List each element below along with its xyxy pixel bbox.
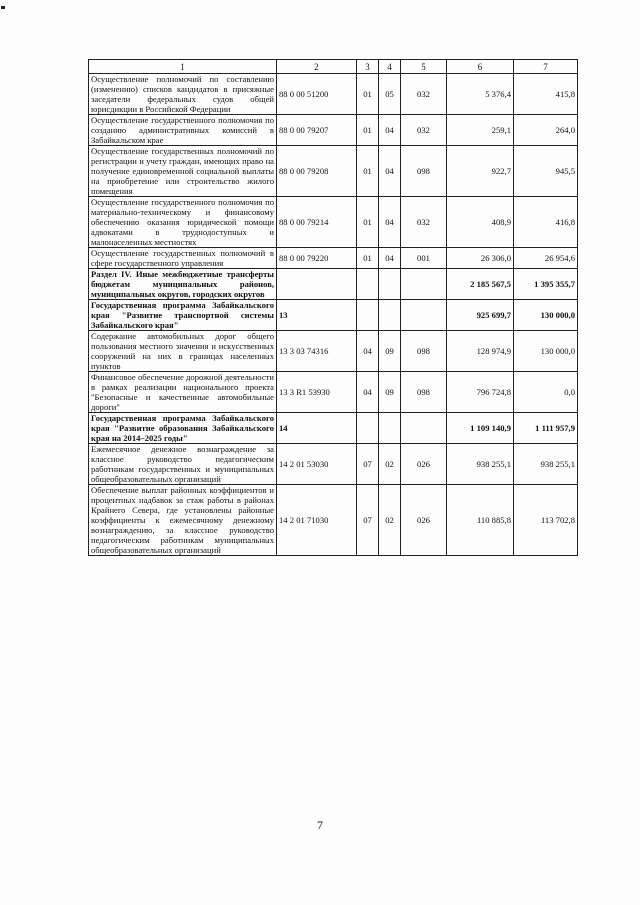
row-expense-type: 098: [401, 146, 447, 197]
row-code: 14 2 01 53030: [277, 444, 357, 485]
row-amount-year-2: 113 702,8: [514, 485, 578, 556]
header-col-3: 3: [357, 60, 379, 74]
row-name: Государственная программа Забайкальского края "Развитие образования Забайкальского края на 2014–2025 годы": [89, 413, 277, 444]
header-col-2: 2: [277, 60, 357, 74]
row-code: [277, 269, 357, 300]
row-amount-year-1: 796 724,8: [447, 372, 514, 413]
row-expense-type: 098: [401, 331, 447, 372]
row-subsection: 04: [379, 146, 401, 197]
row-section: 04: [357, 372, 379, 413]
header-col-7: 7: [514, 60, 578, 74]
header-col-6: 6: [447, 60, 514, 74]
row-code: 88 0 00 79214: [277, 197, 357, 248]
row-code: 14: [277, 413, 357, 444]
row-amount-year-1: 2 185 567,5: [447, 269, 514, 300]
row-amount-year-1: 110 885,8: [447, 485, 514, 556]
row-amount-year-2: 26 954,6: [514, 248, 578, 269]
row-amount-year-2: 130 000,0: [514, 300, 578, 331]
row-section: 07: [357, 444, 379, 485]
budget-table: [88, 59, 578, 556]
row-subsection: [379, 300, 401, 331]
row-section: [357, 269, 379, 300]
row-section: 01: [357, 197, 379, 248]
row-amount-year-1: 922,7: [447, 146, 514, 197]
row-section: 07: [357, 485, 379, 556]
row-amount-year-2: 264,0: [514, 115, 578, 146]
row-section: 04: [357, 331, 379, 372]
row-amount-year-1: 938 255,1: [447, 444, 514, 485]
row-expense-type: 026: [401, 485, 447, 556]
row-section: [357, 413, 379, 444]
row-amount-year-1: 408,9: [447, 197, 514, 248]
row-amount-year-2: 945,5: [514, 146, 578, 197]
row-expense-type: [401, 300, 447, 331]
scan-mark: [1, 6, 5, 9]
row-amount-year-2: 938 255,1: [514, 444, 578, 485]
row-amount-year-2: 0,0: [514, 372, 578, 413]
header-col-4: 4: [379, 60, 401, 74]
row-code: 13 3 03 74316: [277, 331, 357, 372]
row-amount-year-1: 259,1: [447, 115, 514, 146]
header-col-5: 5: [401, 60, 447, 74]
row-amount-year-1: 26 306,0: [447, 248, 514, 269]
row-expense-type: [401, 269, 447, 300]
row-section: 01: [357, 115, 379, 146]
row-name: Осуществление государственного полномочия по созданию административных комиссий в Забайкальском крае: [89, 115, 277, 146]
row-subsection: 02: [379, 485, 401, 556]
row-amount-year-2: 416,8: [514, 197, 578, 248]
row-subsection: 09: [379, 372, 401, 413]
table-body: [89, 74, 578, 556]
table-row: [89, 485, 578, 556]
row-name: Раздел IV. Иные межбюджетные трансферты бюджетам муниципальных районов, муниципальных округов, городских округов: [89, 269, 277, 300]
row-expense-type: [401, 413, 447, 444]
row-name: Обеспечение выплат районных коэффициентов и процентных надбавок за стаж работы в районах Крайнего Севера, где установлены районные коэффициенты к ежемесячному денежному вознаграждению, за классное руководство педагогическим работникам муниципальных общеобразовательных организаций: [89, 485, 277, 556]
row-name: Осуществление государственного полномочия по материально-техническому и финансовому обеспечению оказания юридической помощи адвокатами в труднодоступных и малонаселенных местностях: [89, 197, 277, 248]
row-subsection: 09: [379, 331, 401, 372]
table-row: [89, 146, 578, 197]
row-expense-type: 001: [401, 248, 447, 269]
row-code: 88 0 00 79207: [277, 115, 357, 146]
row-name: Государственная программа Забайкальского края "Развитие транспортной системы Забайкальского края": [89, 300, 277, 331]
row-name: Содержание автомобильных дорог общего пользования местного значения и искусственных сооружений на них в границах населенных пунктов: [89, 331, 277, 372]
row-name: Ежемесячное денежное вознаграждение за классное руководство педагогическим работникам государственных и муниципальных общеобразовательных организаций: [89, 444, 277, 485]
row-subsection: 04: [379, 115, 401, 146]
row-amount-year-2: 1 111 957,9: [514, 413, 578, 444]
table-row: [89, 269, 578, 300]
row-amount-year-2: 130 000,0: [514, 331, 578, 372]
row-amount-year-1: 925 699,7: [447, 300, 514, 331]
row-expense-type: 032: [401, 197, 447, 248]
row-amount-year-1: 128 974,9: [447, 331, 514, 372]
row-subsection: [379, 413, 401, 444]
row-section: 01: [357, 74, 379, 115]
row-amount-year-1: 1 109 140,9: [447, 413, 514, 444]
table-row: [89, 413, 578, 444]
row-expense-type: 026: [401, 444, 447, 485]
row-subsection: 02: [379, 444, 401, 485]
row-amount-year-2: 1 395 355,7: [514, 269, 578, 300]
table-row: [89, 331, 578, 372]
page-number: 7: [317, 818, 323, 832]
row-expense-type: 032: [401, 115, 447, 146]
row-subsection: 04: [379, 248, 401, 269]
row-amount-year-1: 5 376,4: [447, 74, 514, 115]
table-row: [89, 300, 578, 331]
table-row: [89, 197, 578, 248]
row-code: 88 0 00 79220: [277, 248, 357, 269]
table-header-row: [89, 60, 578, 74]
table-row: [89, 444, 578, 485]
row-code: 88 0 00 79208: [277, 146, 357, 197]
row-section: 01: [357, 146, 379, 197]
row-code: 88 0 00 51200: [277, 74, 357, 115]
row-code: 13: [277, 300, 357, 331]
row-expense-type: 032: [401, 74, 447, 115]
row-subsection: 05: [379, 74, 401, 115]
table-row: [89, 248, 578, 269]
row-name: Финансовое обеспечение дорожной деятельности в рамках реализации национального проекта "Безопасные и качественные автомобильные дороги": [89, 372, 277, 413]
row-section: 01: [357, 248, 379, 269]
table-row: [89, 115, 578, 146]
row-name: Осуществление государственных полномочий в сфере государственного управления: [89, 248, 277, 269]
row-expense-type: 098: [401, 372, 447, 413]
row-name: Осуществление полномочий по составлению (изменению) списков кандидатов в присяжные заседатели федеральных судов общей юрисдикции в Российской Федерации: [89, 74, 277, 115]
row-amount-year-2: 415,8: [514, 74, 578, 115]
row-subsection: [379, 269, 401, 300]
table-row: [89, 372, 578, 413]
row-name: Осуществление государственных полномочий по регистрации и учету граждан, имеющих право на получение единовременной социальной выплаты на приобретение или строительство жилого помещения: [89, 146, 277, 197]
row-code: 13 3 R1 53930: [277, 372, 357, 413]
row-code: 14 2 01 71030: [277, 485, 357, 556]
row-section: [357, 300, 379, 331]
header-col-1: 1: [89, 60, 277, 74]
table-row: [89, 74, 578, 115]
row-subsection: 04: [379, 197, 401, 248]
